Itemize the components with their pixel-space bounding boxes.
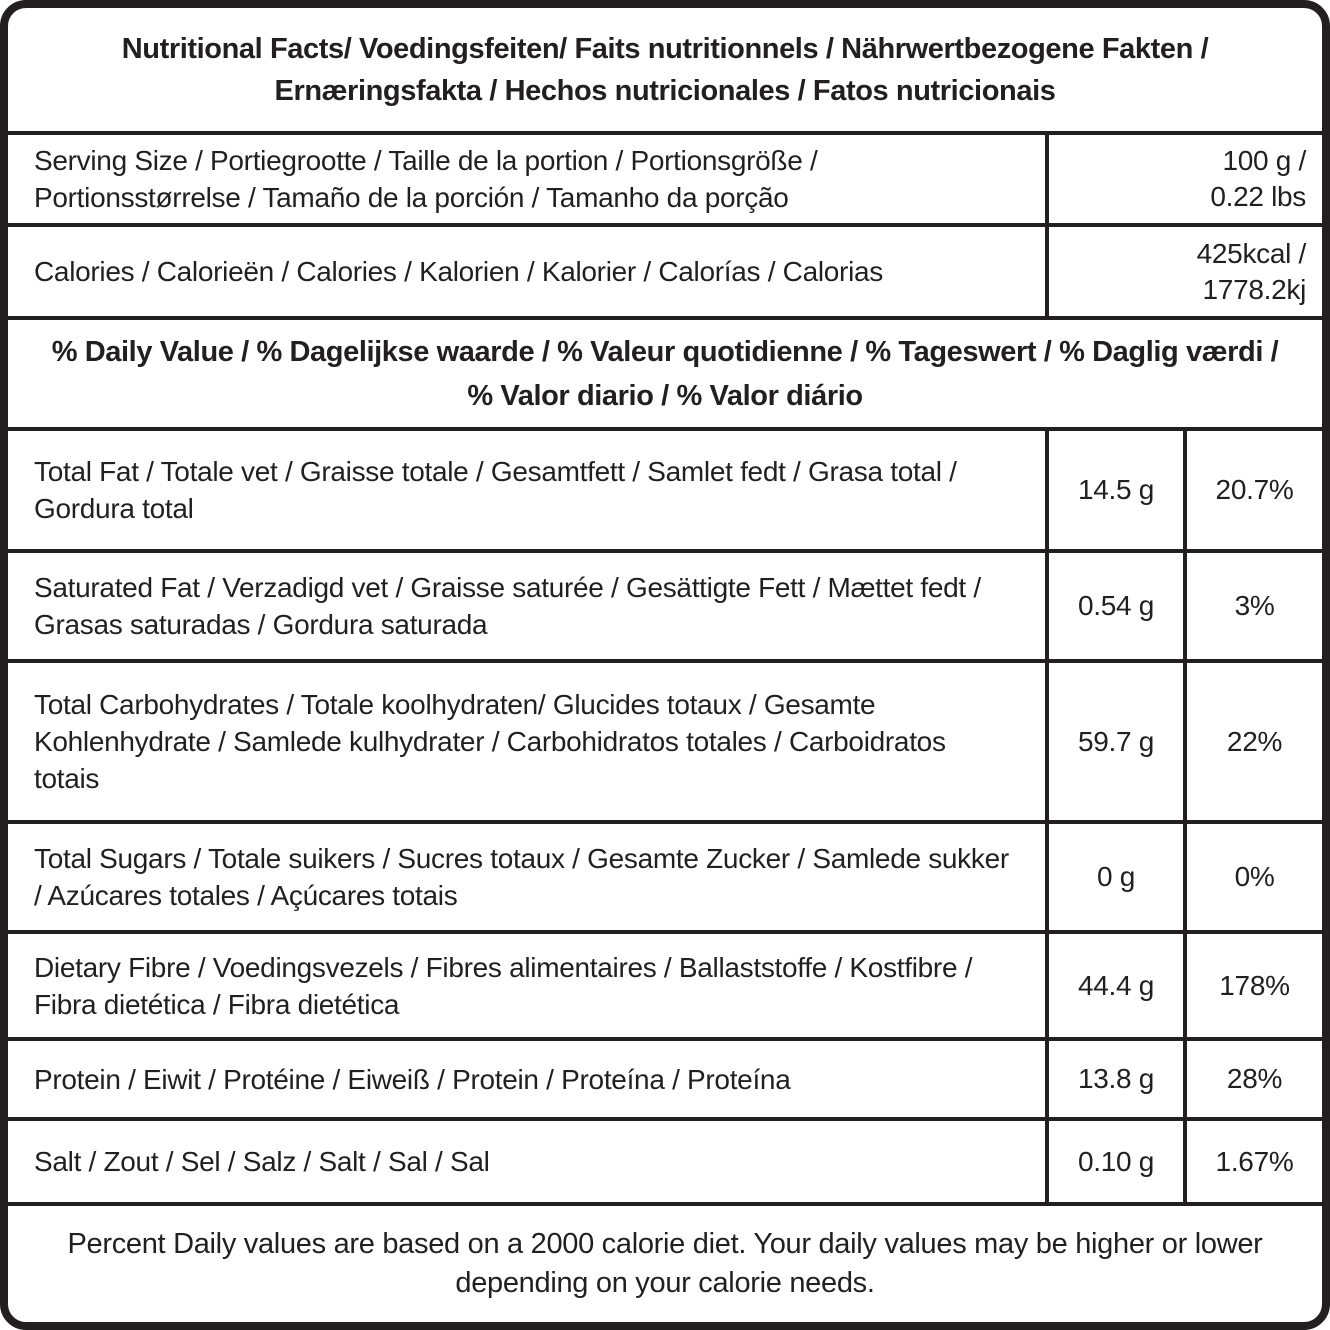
footnote-row [8,1206,1322,1322]
protein-daily-value: 28% [1183,1041,1322,1117]
protein-amount: 13.8 g [1045,1041,1183,1117]
saturated-fat-row [8,553,1322,663]
salt-daily-value: 1.67% [1183,1121,1322,1202]
total-sugars-label: Total Sugars / Totale suikers / Sucres totaux / Gesamte Zucker / Samlede sukker / Azúcares totales / Açúcares totais [34,843,1009,911]
calories-value-kj: 1778.2kj [1202,273,1306,305]
header-row [8,8,1322,135]
label-title: Nutritional Facts/ Voedingsfeiten/ Faits nutritionnels / Nährwertbezogene Fakten / Ernæringsfakta / Hechos nutricionales / Fatos nutricionais [121,32,1209,107]
total-carbohydrates-row [8,663,1322,824]
total-fat-amount: 14.5 g [1045,431,1183,549]
total-carbohydrates-amount: 59.7 g [1045,663,1183,820]
salt-amount: 0.10 g [1045,1121,1183,1202]
total-fat-label: Total Fat / Totale vet / Graisse totale / Gesamtfett / Samlet fedt / Grasa total / Gordura total [34,456,957,524]
daily-value-header: % Daily Value / % Dagelijkse waarde / % Valeur quotidienne / % Tageswert / % Daglig værdi / % Valor diario / % Valor diário [51,335,1279,412]
daily-values-footnote: Percent Daily values are based on a 2000 calorie diet. Your daily values may be higher or lower depending on your calorie needs. [67,1228,1263,1299]
total-carbohydrates-daily-value: 22% [1183,663,1322,820]
total-fat-daily-value: 20.7% [1183,431,1322,549]
serving-size-value-lbs: 0.22 lbs [1210,181,1306,212]
salt-label: Salt / Zout / Sel / Salz / Salt / Sal / Sal [34,1146,490,1177]
saturated-fat-daily-value: 3% [1183,553,1322,659]
dietary-fibre-label: Dietary Fibre / Voedingsvezels / Fibres alimentaires / Ballaststoffe / Kostfibre / Fibra dietética / Fibra dietética [34,951,973,1020]
saturated-fat-amount: 0.54 g [1045,553,1183,659]
serving-size-label: Serving Size / Portiegrootte / Taille de la portion / Portionsgröße / Portionsstørrelse / Tamaño de la porción / Tamanho da porção [34,145,818,213]
total-sugars-daily-value: 0% [1183,824,1322,930]
total-fat-row [8,431,1322,553]
dietary-fibre-daily-value: 178% [1183,934,1322,1037]
protein-label: Protein / Eiwit / Protéine / Eiweiß / Protein / Proteína / Proteína [34,1063,791,1095]
daily-value-header-row [8,320,1322,431]
dietary-fibre-amount: 44.4 g [1045,934,1183,1037]
salt-row [8,1121,1322,1206]
serving-size-value-grams: 100 g / [1222,145,1306,176]
serving-size-value [1045,135,1322,223]
calories-value-kcal: 425kcal / [1196,237,1306,269]
calories-row [8,227,1322,320]
calories-value [1045,227,1322,316]
calories-label: Calories / Calorieën / Calories / Kalorien / Kalorier / Calorías / Calorias [34,256,883,287]
total-sugars-row [8,824,1322,934]
total-carbohydrates-label: Total Carbohydrates / Totale koolhydraten/ Glucides totaux / Gesamte Kohlenhydrate / Samlede kulhydrater / Carbohidratos totales / Carboidratos totais [34,689,946,794]
total-sugars-amount: 0 g [1045,824,1183,930]
protein-row [8,1041,1322,1121]
dietary-fibre-row [8,934,1322,1041]
serving-size-row [8,135,1322,227]
saturated-fat-label: Saturated Fat / Verzadigd vet / Graisse saturée / Gesättigte Fett / Mættet fedt / Grasas saturadas / Gordura saturada [34,572,981,640]
